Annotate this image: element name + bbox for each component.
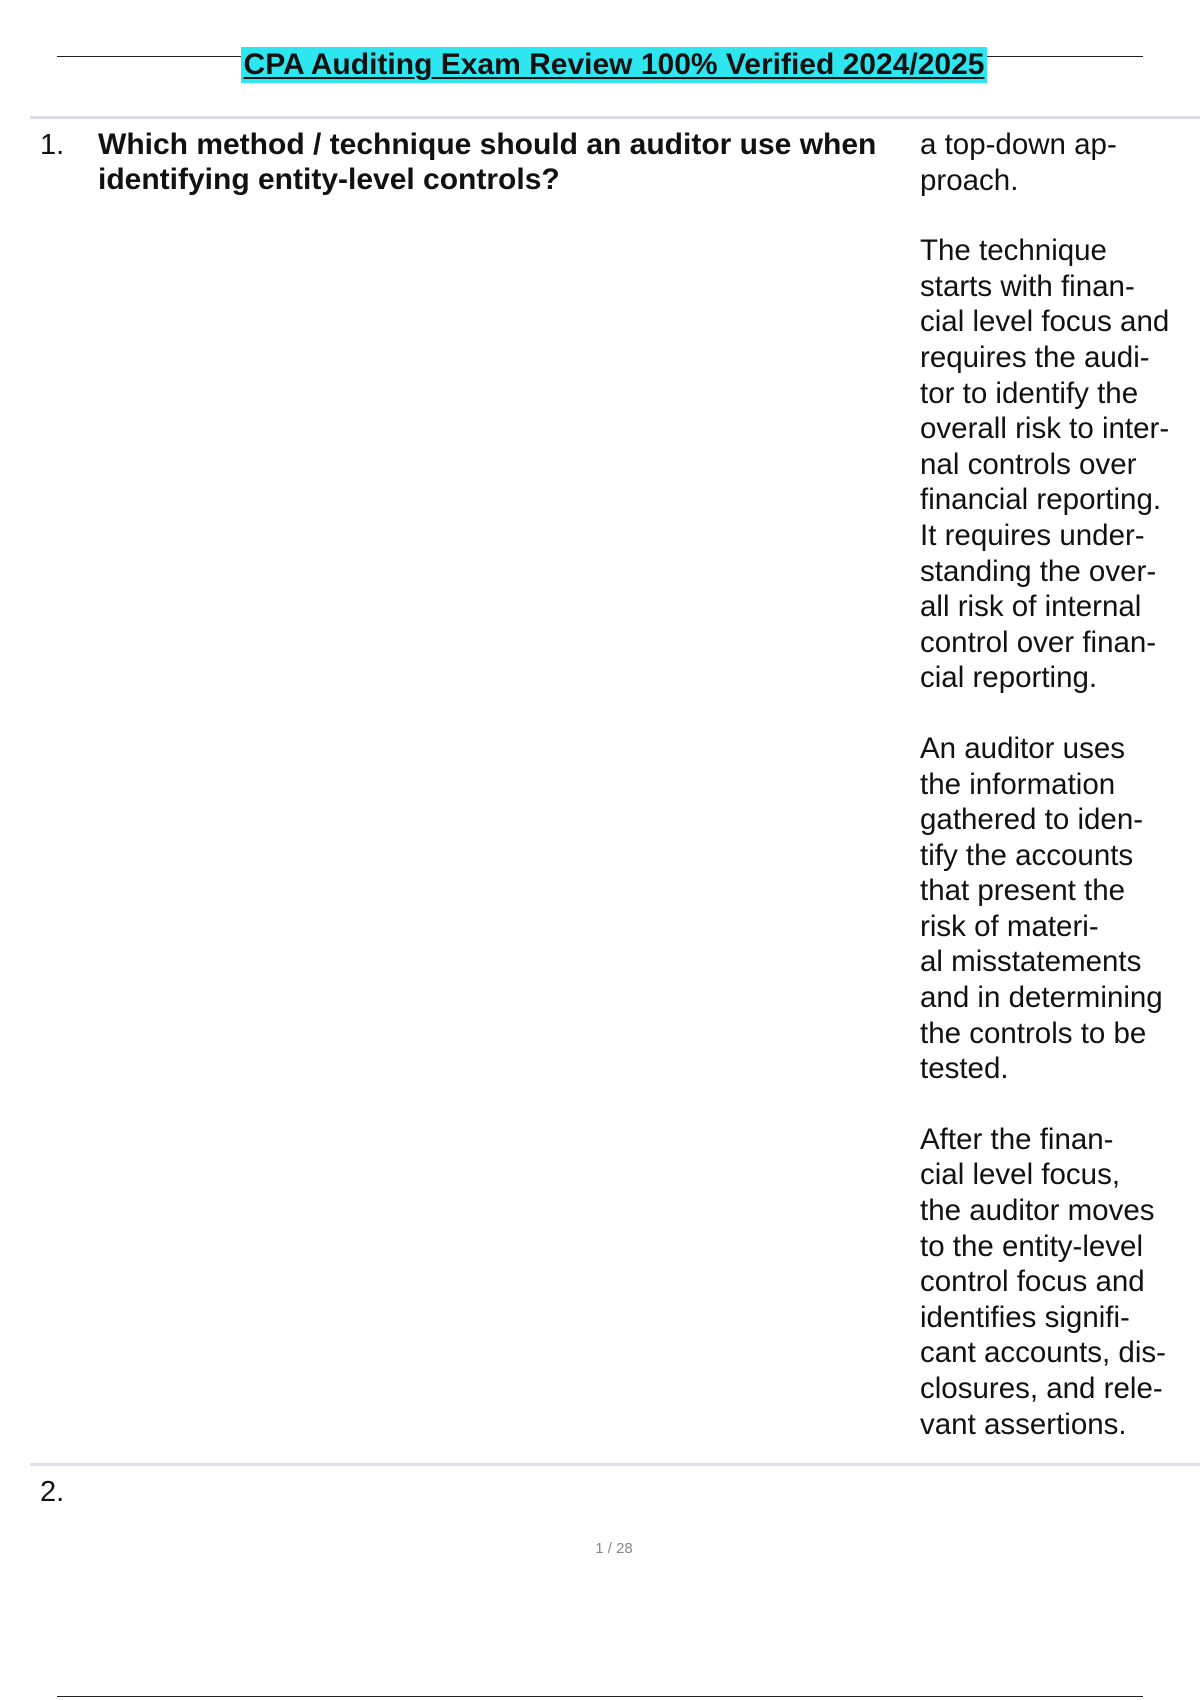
question-number: 2. bbox=[40, 1476, 65, 1508]
question-text: Which method / technique should an auditor use when identifying entity-level controls? bbox=[98, 128, 877, 196]
document-title: CPA Auditing Exam Review 100% Verified 2024/2025 bbox=[241, 47, 988, 83]
answer-paragraph: After the finan- cial level focus, the auditor moves to the entity-level control focus and identifies signifi- cant accounts, dis- closures, and rele- vant assertions. bbox=[920, 1122, 1166, 1441]
row-divider bbox=[30, 116, 1200, 119]
answer-text bbox=[920, 127, 1190, 1442]
answer-paragraph: An auditor uses the information gathered to iden- tify the accounts that present the risk of materi- al misstatements and in determining the controls to be tested. bbox=[920, 731, 1163, 1086]
footer-rule bbox=[57, 1696, 1143, 1697]
answer-paragraph: The technique starts with finan- cial level focus and requires the audi- tor to identify the overall risk to inter- nal controls over financial reporting. It requires under- standing the over- all risk of internal control over finan- cial reporting. bbox=[920, 234, 1170, 695]
row-divider bbox=[30, 1463, 1200, 1466]
title-container bbox=[0, 47, 1200, 83]
question-number: 1. bbox=[40, 129, 65, 161]
page-number: 1 / 28 bbox=[595, 1540, 633, 1557]
answer-paragraph: a top-down ap- proach. bbox=[920, 128, 1117, 197]
